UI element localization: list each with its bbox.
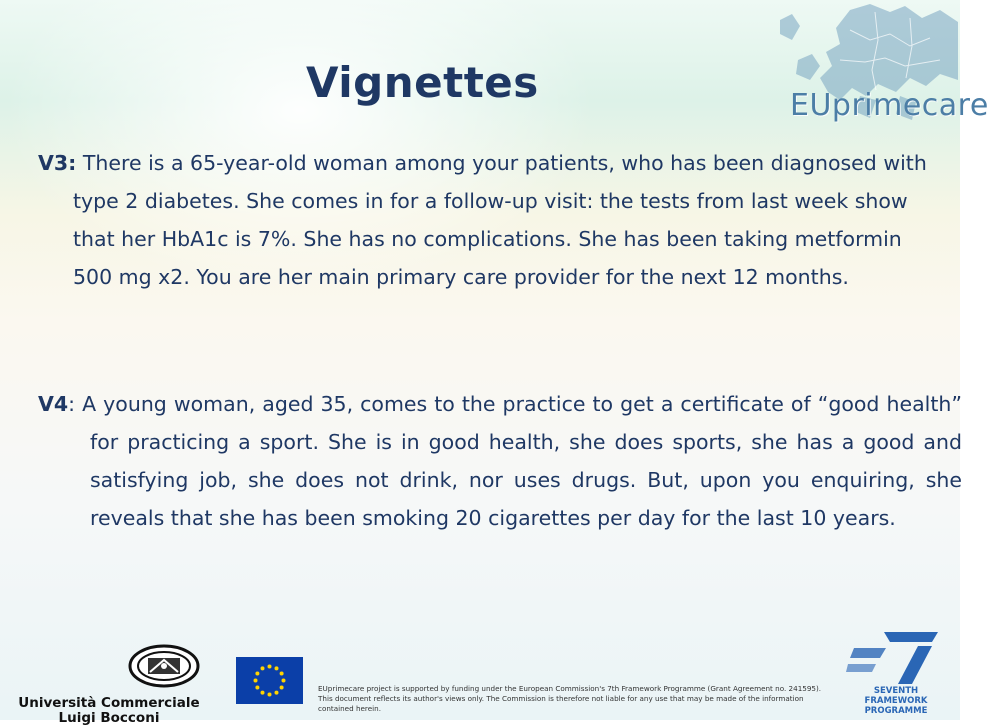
bocconi-logo xyxy=(14,644,200,726)
fp7-caption-line1: SEVENTH FRAMEWORK xyxy=(864,686,928,706)
vignette-v3-text: There is a 65-year-old woman among your patients, who has been diagnosed with type 2 diabetes. She comes in for a follow-up visit: the tests from last week show that her HbA1c is 7%. She has no complications. She has been taking metformin 500 mg x2. You are her main primary care provider for the next 12 months. xyxy=(73,151,927,289)
fp7-caption xyxy=(848,686,944,716)
page-title: Vignettes xyxy=(306,58,539,107)
vignette-v4 xyxy=(38,385,962,537)
vignette-v3 xyxy=(38,144,943,296)
vignette-v3-label: V3: xyxy=(38,151,77,175)
funding-disclaimer xyxy=(318,684,838,714)
university-name-line1: Università Commerciale xyxy=(18,695,200,711)
fp7-caption-line2: PROGRAMME xyxy=(864,706,928,716)
vignette-v4-text: : A young woman, aged 35, comes to the practice to get a certificate of “good health” for practicing a sport. She is in good health, she does sports, she has a good and satisfying job, she does not drink, nor uses drugs. But, upon you enquiring, she reveals that she has been smoking 20 cigarettes per day for the last 10 years. xyxy=(68,392,962,530)
disclaimer-line2: This document reflects its author's views only. The Commission is therefore not liable for any use that may be made of the information contained herein. xyxy=(318,694,804,713)
bocconi-seal-logo xyxy=(126,644,202,688)
vignette-v4-label: V4 xyxy=(38,392,69,416)
europe-map-graphic xyxy=(700,0,960,150)
university-name-line2: Luigi Bocconi xyxy=(58,710,160,726)
footer-logos xyxy=(0,628,960,726)
disclaimer-line1: EUprimecare project is supported by funding under the European Commission's 7th Framework Programme (Grant Agreement no. 241595). xyxy=(318,684,822,693)
eu-flag xyxy=(236,657,303,704)
university-name xyxy=(14,696,204,726)
euprimecare-logo-text: EUprimecare xyxy=(790,88,989,123)
